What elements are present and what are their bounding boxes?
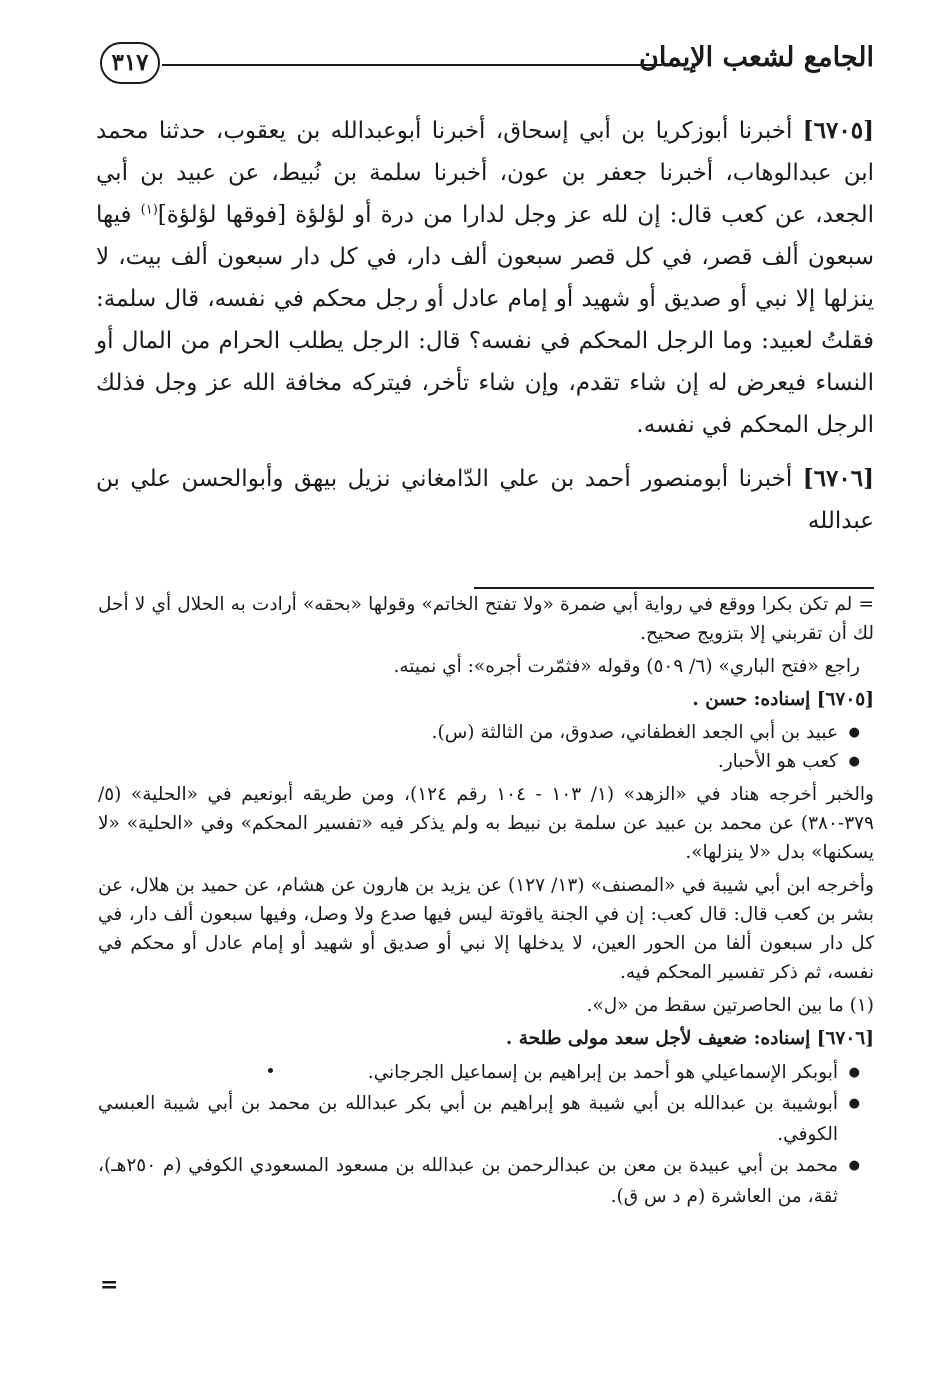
note-6705-takhrij-2: وأخرجه ابن أبي شيبة في «المصنف» (١٣/ ١٢٧) عن يزيد بن هارون عن هشام، عن حميد بن هلال، عن بشر بن كعب قال: قال كعب: إن في الجنة ياقوتة ليس فيها صدع ولا وصل، وفيها سبعون ألف دار، في كل دار سبعون ألفا من الحور العين، لا يدخلها إلا نبي أو صديق أو شهيد أو إمام عادل أو محكم في نفسه، ثم ذكر تفسير المحكم فيه. [98,875,874,983]
narrator-item: ● كعب هو الأحبار. [98,747,860,776]
narrator-item: ● أبوشيبة بن عبدالله بن أبي شيبة هو إبراهيم بن أبي بكر عبدالله بن محمد بن أبي شيبة العبسي الكوفي. [98,1088,860,1150]
hadith-text-part-2: فيها سبعون ألف قصر، في كل قصر سبعون ألف دار، في كل دار سبعون ألف بيت، لا ينزلها إلا نبي أو صديق أو شهيد أو إمام عادل أو رجل محكم في نفسه، قال سلمة: فقلتُ لعبيد: وما الرجل المحكم في نفسه؟ قال: الرجل يطلب الحرام من المال أو النساء فيعرض له إن شاء تقدم، وإن شاء تأخر، فيتركه مخافة الله عز وجل فذلك الرجل المحكم في نفسه. [96,202,874,438]
note-6705-takhrij-1: والخبر أخرجه هناد في «الزهد» (١/ ١٠٣ - ١٠٤ رقم ١٢٤)، ومن طريقه أبونعيم في «الحلية» (٥/ ٣٧٩-٣٨٠) عن محمد بن عبيد عن سلمة بن نبيط به ولم يذكر فيه «تفسير المحكم» وفي «الحلية» «لا يسكنها» بدل «لا ينزلها». [98,784,874,863]
note-continuation: = لم تكن بكرا ووقع في رواية أبي ضمرة «ولا تفتح الخاتم» وقولها «بحقه» أرادت به الحلال أي لا أحل لك أن تقربني إلا بتزويج صحيح. [98,594,874,644]
main-text [96,110,874,542]
book-title: الجامع لشعب الإيمان [639,42,874,73]
narrator-item: ● أبوبكر الإسماعيلي هو أحمد بن إبراهيم بن إسماعيل الجرجاني. [98,1057,860,1088]
footnote-marker: (١) [140,202,158,218]
hadith-number: [٦٧٠٥] [802,117,874,144]
narrator-item: ● عبيد بن أبي الجعد الغطفاني، صدوق، من الثالثة (س). [98,718,860,747]
hadith-text-part-1: أخبرنا أبوزكريا بن أبي إسحاق، أخبرنا أبوعبدالله بن يعقوب، حدثنا محمد ابن عبدالوهاب، أخبرنا جعفر بن عون، أخبرنا سلمة بن نُبيط، عن عبيد بن أبي الجعد، عن كعب قال: إن لله عز وجل لدارا من درة أو لؤلؤة [فوقها لؤلؤة] [96,118,875,228]
stray-dot [268,1068,273,1073]
isnad-grade: إسناده: ضعيف لأجل سعد مولى طلحة . [505,1028,817,1049]
footnote-1: (١) ما بين الحاصرتين سقط من «ل». [586,995,874,1016]
footnote-separator [474,587,874,589]
hadith-number: [٦٧٠٦] [802,465,874,492]
hadith-6706 [96,458,874,542]
note-6705-isnad [98,685,874,714]
header-rule [162,64,662,66]
hadith-6705 [96,110,874,446]
narrator-item: ● محمد بن أبي عبيدة بن معن بن عبدالرحمن بن عبدالله بن مسعود المسعودي الكوفي (م ٢٥٠هـ)، ثقة، من العاشرة (م د س ق). [98,1150,860,1212]
note-reference: راجع «فتح الباري» (٦/ ٥٠٩) وقوله «فثمّرت أجره»: أي نميته. [393,656,860,677]
running-header [100,38,874,96]
note-6705-narrators [98,718,874,776]
page-number: ٣١٧ [100,42,160,84]
isnad-grade: إسناده: حسن . [692,689,817,710]
continuation-mark: = [100,1272,119,1298]
note-6706-isnad [98,1024,874,1053]
hadith-text: أخبرنا أبومنصور أحمد بن علي الدّامغاني نزيل بيهق وأبوالحسن علي بن عبدالله [96,466,874,534]
footnotes [98,590,874,1216]
note-number: [٦٧٠٥] [816,689,874,710]
note-6706-narrators [98,1057,874,1212]
note-number: [٦٧٠٦] [816,1028,874,1049]
